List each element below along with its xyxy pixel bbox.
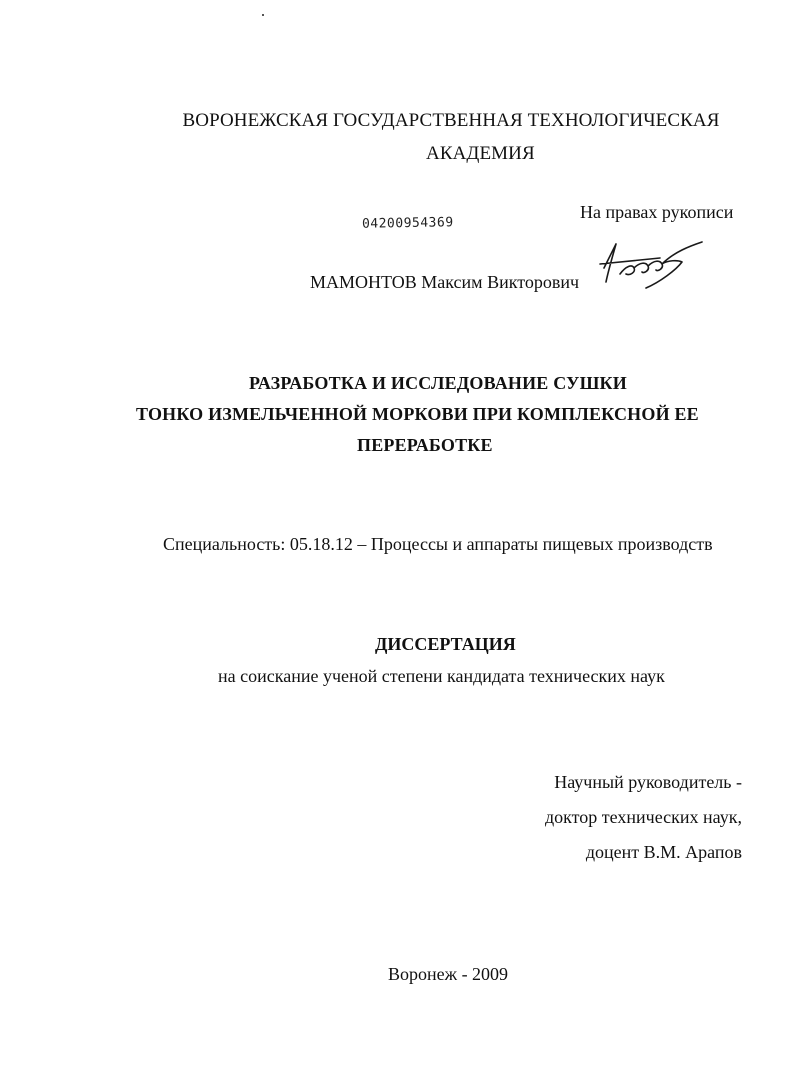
manuscript-rights-note: На правах рукописи — [580, 202, 734, 222]
city-year: Воронеж - 2009 — [388, 964, 509, 984]
author-name: МАМОНТОВ Максим Викторович — [310, 272, 580, 292]
title-line-2: ТОНКО ИЗМЕЛЬЧЕННОЙ МОРКОВИ ПРИ КОМПЛЕКСНОЙ ЕЕ — [136, 404, 699, 424]
document-type: ДИССЕРТАЦИЯ — [375, 634, 516, 654]
title-line-1: РАЗРАБОТКА И ИССЛЕДОВАНИЕ СУШКИ — [249, 373, 627, 393]
supervisor-line-1: Научный руководитель - — [554, 772, 742, 792]
institution-line-2: АКАДЕМИЯ — [426, 143, 535, 164]
supervisor-line-2: доктор технических наук, — [545, 807, 742, 827]
author-signature — [590, 238, 710, 292]
institution-line-1: ВОРОНЕЖСКАЯ ГОСУДАРСТВЕННАЯ ТЕХНОЛОГИЧЕСКАЯ — [182, 110, 720, 131]
library-stamp-number: 04200954369 — [361, 215, 454, 232]
scan-speck — [262, 14, 264, 16]
supervisor-block — [545, 765, 742, 870]
title-line-3: ПЕРЕРАБОТКЕ — [357, 435, 493, 455]
institution-name — [0, 104, 796, 170]
supervisor-line-3: доцент В.М. Арапов — [585, 842, 742, 862]
degree-line: на соискание ученой степени кандидата технических наук — [218, 666, 665, 686]
specialty-line: Специальность: 05.18.12 – Процессы и аппараты пищевых производств — [163, 534, 713, 554]
